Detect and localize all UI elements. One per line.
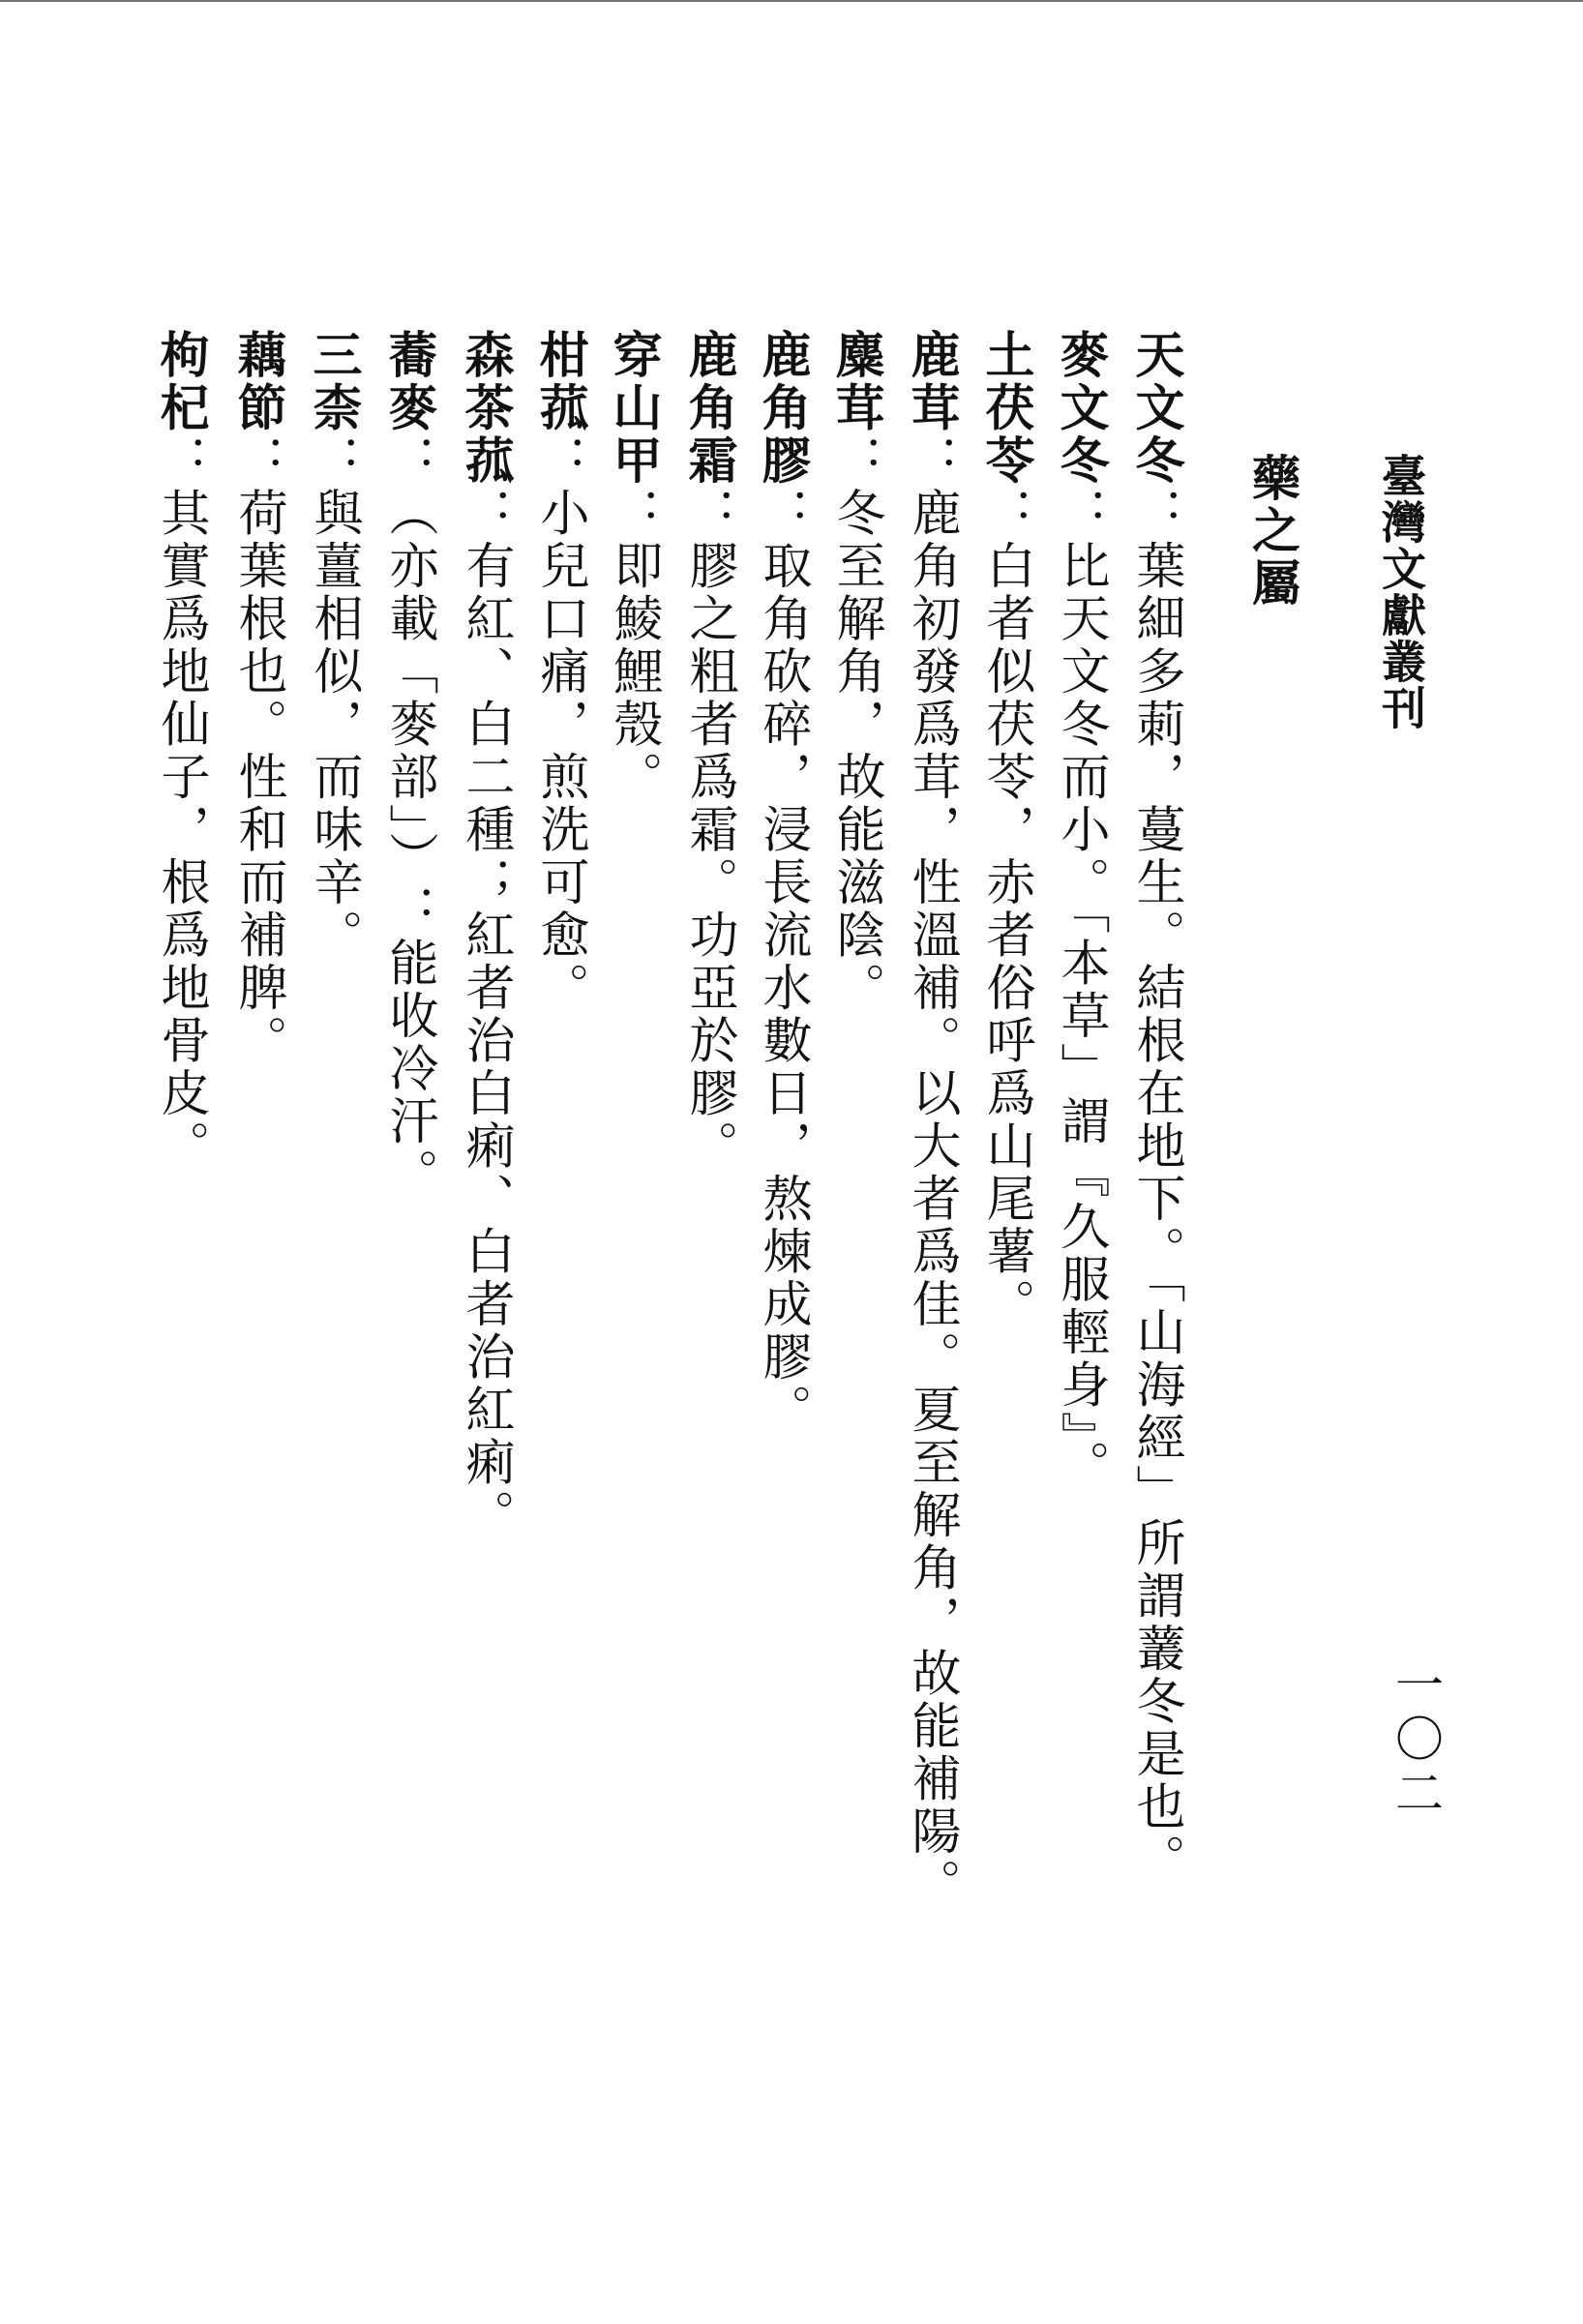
series-title: 臺灣文獻叢刊: [1375, 453, 1427, 731]
entry-text: ：即鯪鯉殼。: [605, 487, 662, 804]
entry-term: 土茯苓: [976, 329, 1034, 488]
entry-lurong: [902, 329, 960, 1911]
entry-text: ：（亦載「麥部」）：能收冷汗。: [380, 434, 437, 1201]
entry-text: ：膠之粗者爲霜。功亞於膠。: [680, 487, 737, 1173]
page-number: 一〇二: [1388, 1659, 1444, 1822]
entry-qiaomai: [379, 329, 437, 1201]
entry-text: ：白者似茯苓，赤者俗呼爲山尾薯。: [977, 487, 1034, 1331]
entry-mirong: [826, 329, 884, 1015]
entry-term: 枸杞: [151, 329, 209, 434]
entry-term: 穿山甲: [604, 329, 662, 488]
entry-term: 柑菰: [530, 329, 588, 434]
entry-lujiaoshuang: [679, 329, 737, 1173]
entry-term: 森茶菰: [456, 329, 514, 488]
entry-term: 鹿角霜: [679, 329, 737, 488]
entry-term: 蕎麥: [379, 329, 437, 434]
top-border-line: [0, 0, 1583, 2]
entry-ganggu: [530, 329, 588, 1015]
entry-gouqi: [151, 329, 209, 1173]
entry-maiwendong: [1051, 329, 1109, 1493]
entry-term: 麋茸: [826, 329, 884, 434]
section-heading: 藥之屬: [1244, 453, 1301, 610]
entry-text: ：荷葉根也。性和而補脾。: [229, 434, 286, 1067]
entry-term: 藕節: [228, 329, 286, 434]
entry-senchagu: [456, 329, 514, 1542]
entry-term: 鹿茸: [902, 329, 960, 434]
entry-tianwendong: [1126, 329, 1184, 1887]
entry-text: ：與薑相似，而味辛。: [305, 434, 362, 962]
entry-term: 麥文冬: [1051, 329, 1109, 488]
entry-text: ：其實爲地仙子，根爲地骨皮。: [152, 434, 209, 1173]
entry-term: 天文冬: [1126, 329, 1184, 488]
entry-oujie: [228, 329, 286, 1067]
entry-term: 三柰: [304, 329, 362, 434]
entry-term: 鹿角膠: [753, 329, 811, 488]
entry-tufuling: [976, 329, 1034, 1331]
entry-text: ：有紅、白二種；紅者治白痢、白者治紅痢。: [457, 487, 514, 1542]
entry-sannai: [304, 329, 362, 962]
entry-text: ：葉細多莿，蔓生。結根在地下。「山海經」所謂䕺冬是也。: [1127, 487, 1184, 1887]
entry-text: ：比天文冬而小。「本草」謂『久服輕身』。: [1052, 487, 1109, 1493]
entry-chuanshanjia: [604, 329, 662, 804]
entry-text: ：小兒口痛，煎洗可愈。: [531, 434, 588, 1015]
entry-text: ：取角砍碎，浸長流水數日，熬煉成膠。: [754, 487, 811, 1437]
entry-text: ：鹿角初發爲茸，性溫補。以大者爲佳。夏至解角，故能補陽。: [903, 434, 960, 1911]
entry-lujiaojiao: [753, 329, 811, 1437]
entry-text: ：冬至解角，故能滋陰。: [827, 434, 884, 1015]
